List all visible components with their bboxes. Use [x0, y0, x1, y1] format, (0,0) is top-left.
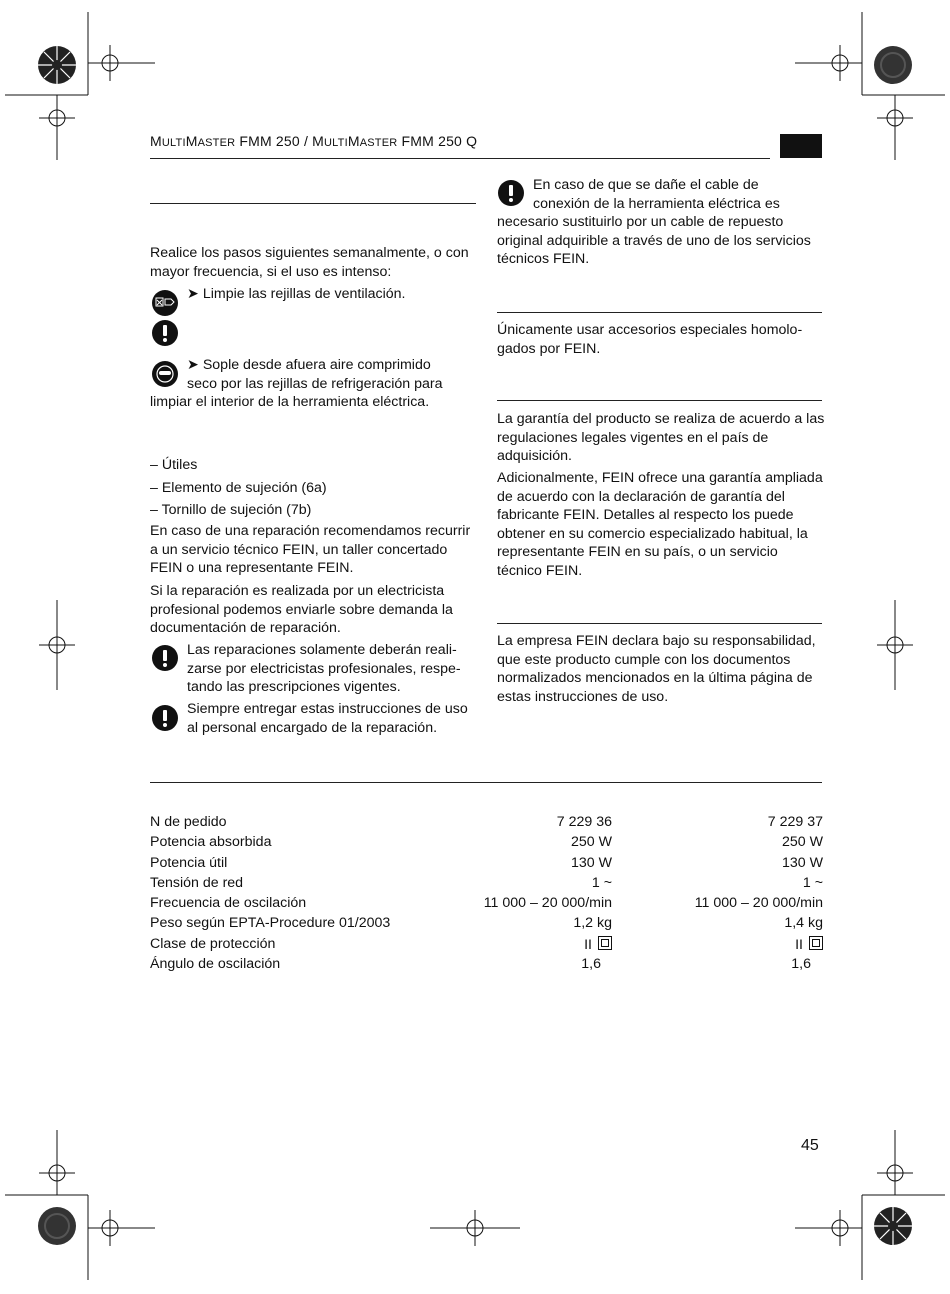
warranty-section-rule	[497, 400, 822, 401]
ventilation-cleaning-icon	[151, 289, 179, 317]
running-header: MULTIMASTER FMM 250 / MULTIMASTER FMM 250 Q	[150, 133, 478, 149]
list-item: – Útiles	[150, 457, 198, 473]
compressed-air-step: ➤ Sople desde afuera aire comprimido seco por las rejillas de refrigeración para limpiar el interior de la herramienta eléctrica.	[150, 357, 443, 410]
double-insulation-icon	[598, 936, 612, 950]
header-rule	[150, 158, 770, 159]
table-row: Peso según EPTA-Procedure 01/2003 1,2 kg 1,4 kg	[150, 915, 823, 932]
clean-vents-step: ➤ Limpie las rejillas de ventilación.	[187, 286, 406, 302]
table-row: N de pedido 7 229 36 7 229 37	[150, 814, 823, 830]
table-row: Frecuencia de oscilación 11 000 – 20 000/min 11 000 – 20 000/min	[150, 895, 823, 912]
table-row: Tensión de red 1 ~ 1 ~	[150, 874, 823, 891]
accessories-text: Únicamente usar accesorios especiales homologados por FEIN.	[497, 322, 803, 357]
table-row: Ángulo de oscilación 1,6 1,6	[150, 956, 811, 973]
list-item: – Elemento de sujeción (6a)	[150, 479, 327, 496]
declaration-section-rule	[497, 623, 822, 624]
declaration-text: La empresa FEIN declara bajo su responsabilidad, que este producto cumple con los documentos normalizados mencionados en la última página de estas instrucciones de uso.	[497, 633, 816, 705]
exclamation-warning-icon	[151, 704, 179, 732]
specs-section-rule	[150, 782, 822, 783]
table-row: Potencia absorbida 250 W 250 W	[150, 834, 823, 851]
page-number: 45	[801, 1137, 819, 1154]
repair-warning-text: Las reparaciones solamente deberán realizarse por electricistas profesionales, respetando las prescripciones vigentes.	[187, 642, 461, 695]
exclamation-warning-icon	[151, 319, 179, 347]
table-row: Clase de protección II II	[150, 936, 823, 956]
instructions-handover-text: Siempre entregar estas instrucciones de uso al personal encargado de la reparación.	[187, 701, 468, 736]
exclamation-warning-icon	[151, 644, 179, 672]
cable-replacement-text: En caso de que se dañe el cable de conexión de la herramienta eléctrica es necesario sustituirlo por un cable de repuesto original adquirible a través de uno de los servicios técnicos FEIN.	[497, 177, 811, 267]
warranty-text: La garantía del producto se realiza de acuerdo a las regulaciones legales vigentes en el país de adquisición.	[497, 411, 825, 464]
extended-warranty-text: Adicionalmente, FEIN ofrece una garantía ampliada de acuerdo con la declaración de garantía del fabricante FEIN. Detalles al respecto los puede obtener en su comercio especializado habitual, la representante FEIN en su país, o un servicio técnico FEIN.	[497, 470, 823, 579]
section-tab-marker	[780, 134, 822, 158]
table-row: Potencia útil 130 W 130 W	[150, 854, 823, 871]
double-insulation-icon	[809, 936, 823, 950]
spare-parts-list	[150, 456, 327, 524]
accessories-section-rule	[497, 312, 822, 313]
electrician-text: Si la reparación es realizada por un electricista profesional podemos enviarle sobre demanda la documentación de reparación.	[150, 583, 453, 636]
weekly-maintenance-text: Realice los pasos siguientes semanalmente, o con mayor frecuencia, si el uso es intenso:	[150, 245, 469, 280]
repair-recommendation-text: En caso de una reparación recomendamos recurrir a un servicio técnico FEIN, un taller concertado FEIN o una representante FEIN.	[150, 523, 471, 576]
technical-specs-table	[150, 814, 823, 976]
list-item: – Tornillo de sujeción (7b)	[150, 502, 312, 518]
left-section-rule	[150, 203, 476, 204]
